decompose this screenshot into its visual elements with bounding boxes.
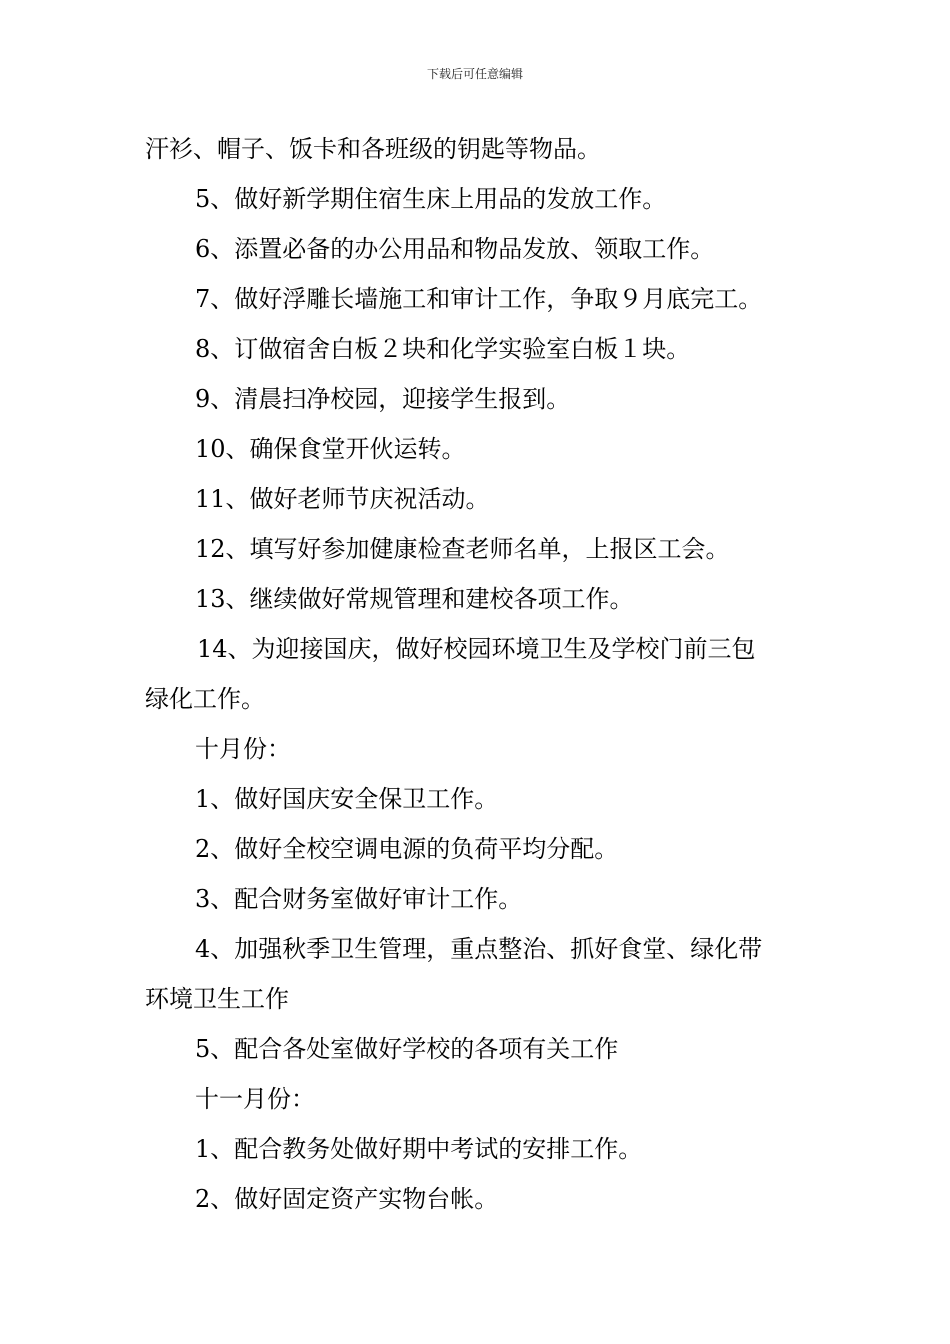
list-item: 3、配合财务室做好审计工作。 — [195, 885, 523, 913]
page-header-note: 下载后可任意编辑 — [426, 67, 523, 81]
list-item: 6、添置必备的办公用品和物品发放、领取工作。 — [195, 235, 715, 263]
list-item: 2、做好固定资产实物台帐。 — [195, 1185, 499, 1213]
list-item: 5、配合各处室做好学校的各项有关工作 — [195, 1035, 619, 1063]
list-item: 13、继续做好常规管理和建校各项工作。 — [195, 585, 634, 613]
list-item: 4、加强秋季卫生管理，重点整治、抓好食堂、绿化带 — [195, 935, 763, 963]
list-item: 11、做好老师节庆祝活动。 — [195, 485, 490, 513]
document-body — [145, 124, 810, 1224]
list-item: 8、订做宿舍白板２块和化学实验室白板１块。 — [195, 335, 691, 363]
list-item: 14、为迎接国庆，做好校园环境卫生及学校门前三包 — [197, 635, 756, 663]
section-heading: 十月份： — [195, 735, 291, 763]
text-line: 绿化工作。 — [145, 685, 265, 713]
list-item: 1、配合教务处做好期中考试的安排工作。 — [195, 1135, 643, 1163]
text-line: 汗衫、帽子、饭卡和各班级的钥匙等物品。 — [145, 135, 601, 163]
list-item: 2、做好全校空调电源的负荷平均分配。 — [195, 835, 619, 863]
list-item: 12、填写好参加健康检查老师名单，上报区工会。 — [195, 535, 730, 563]
list-item: 9、清晨扫净校园，迎接学生报到。 — [195, 385, 571, 413]
list-item: 7、做好浮雕长墙施工和审计工作，争取９月底完工。 — [195, 285, 763, 313]
list-item: 10、确保食堂开伙运转。 — [195, 435, 466, 463]
text-line: 环境卫生工作 — [145, 985, 289, 1013]
section-heading: 十一月份： — [195, 1085, 315, 1113]
list-item: 5、做好新学期住宿生床上用品的发放工作。 — [195, 185, 667, 213]
list-item: 1、做好国庆安全保卫工作。 — [195, 785, 499, 813]
